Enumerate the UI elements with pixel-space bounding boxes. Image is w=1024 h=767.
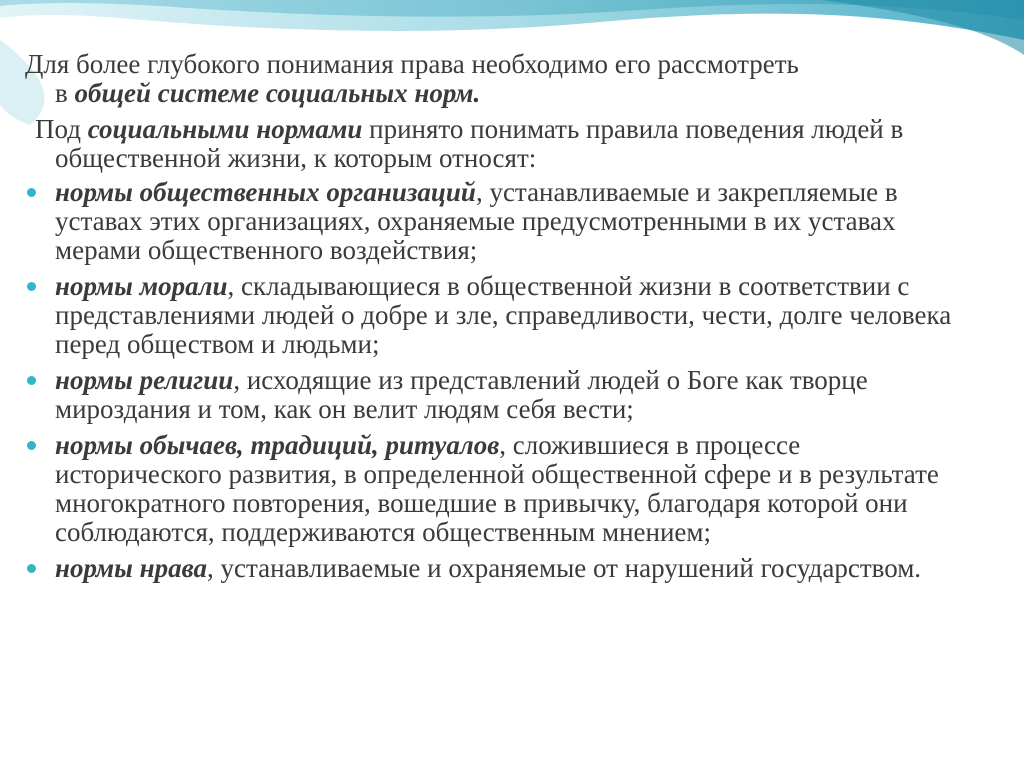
intro-emphasis: общей системе социальных норм. xyxy=(74,78,481,108)
intro-line-1: Для более глубокого понимания права необходимо его рассмотреть xyxy=(25,49,799,79)
list-item xyxy=(0,272,955,359)
norm-title: нормы морали xyxy=(55,271,228,301)
bullet-icon xyxy=(27,282,36,291)
list-item xyxy=(0,554,955,583)
definition-paragraph: Под социальными нормами принято понимать правила поведения людей в общественной жизни, к которым относят: xyxy=(35,114,904,173)
list-item xyxy=(0,178,955,265)
norm-text: , устанавливаемые и закрепляемые в уставах этих организациях, охраняемые предусмотренными в их уставах мерами общественного воздействия; xyxy=(55,177,898,265)
slide-content xyxy=(0,50,1024,590)
norm-title: нормы обычаев, традиций, ритуалов xyxy=(55,430,500,460)
norm-title: нормы нрава xyxy=(55,553,207,583)
norm-text: , устанавливаемые и охраняемые от нарушений государством. xyxy=(207,553,922,583)
norm-text: , сложившиеся в процессе исторического развития, в определенной общественной сфере и в результате многократного повторения, вошедшие в привычку, благодаря которой они соблюдаются, поддерживаются общественным мнением; xyxy=(55,430,939,547)
list-item xyxy=(0,366,955,424)
norm-text: , исходящие из представлений людей о Боге как творце мироздания и том, как он велит людям себя вести; xyxy=(55,365,868,424)
definition-term: социальными нормами xyxy=(87,114,363,144)
intro-paragraph xyxy=(0,50,1005,108)
norms-list xyxy=(0,178,1024,583)
bullet-icon xyxy=(27,564,36,573)
list-item xyxy=(0,431,955,547)
bullet-icon xyxy=(27,188,36,197)
norm-title: нормы общественных организаций xyxy=(55,177,476,207)
norm-title: нормы религии xyxy=(55,365,234,395)
norm-text: , складывающиеся в общественной жизни в соответствии с представлениями людей о добре и зле, справедливости, чести, долге человека перед обществом и людьми; xyxy=(55,271,952,359)
intro-line-2: в общей системе социальных норм. xyxy=(55,78,481,108)
bullet-icon xyxy=(27,441,36,450)
bullet-icon xyxy=(27,376,36,385)
